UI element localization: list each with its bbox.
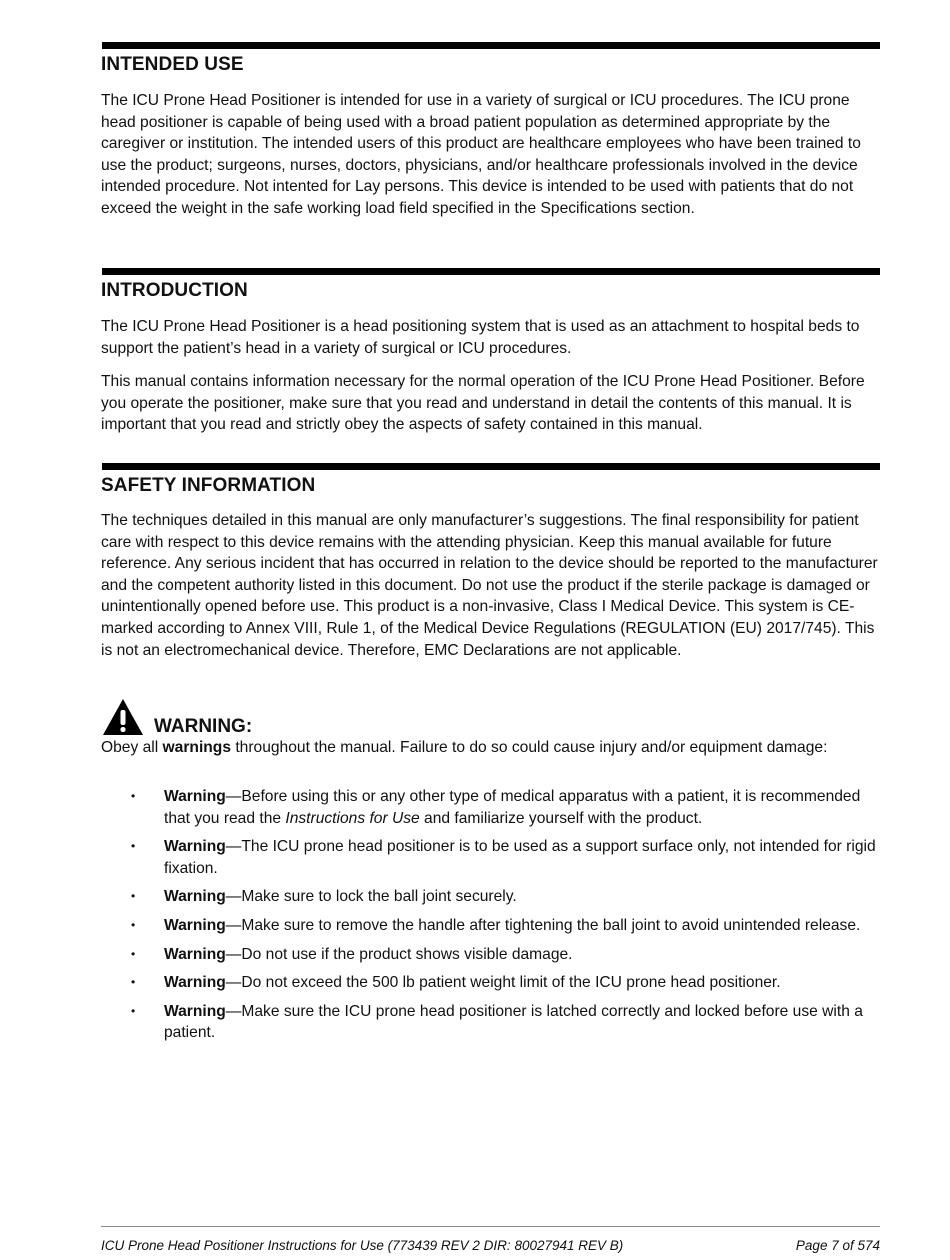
warning-item-label: Warning xyxy=(164,974,226,992)
warning-intro-before: Obey all xyxy=(101,739,163,756)
warning-item-label: Warning xyxy=(164,888,226,906)
warning-item-text: —Make sure the ICU prone head positioner is latched correctly and locked before use with a patient. xyxy=(164,1002,863,1042)
warning-item-label: Warning xyxy=(164,838,226,856)
section-divider-safety xyxy=(102,463,880,470)
warning-item-label: Warning xyxy=(164,1002,226,1020)
footer-divider xyxy=(101,1226,880,1227)
warning-item-label: Warning xyxy=(164,945,226,963)
warning-list-item xyxy=(101,786,881,829)
warning-item-text: —Do not exceed the 500 lb patient weight limit of the ICU prone head positioner. xyxy=(225,974,781,992)
warning-list-item xyxy=(101,1001,881,1044)
warning-list-item xyxy=(101,886,881,908)
bullet-icon: • xyxy=(131,975,136,990)
warning-list-item xyxy=(101,836,881,879)
bullet-icon: • xyxy=(131,789,136,803)
warning-item-text-after: and familiarize yourself with the product. xyxy=(419,809,703,827)
footer-page-number: Page 7 of 574 xyxy=(795,1238,880,1253)
bullet-icon: • xyxy=(131,839,136,854)
warning-item-label: Warning xyxy=(164,788,226,805)
warning-item-text: —The ICU prone head positioner is to be used as a support surface only, not intended for rigid fixation. xyxy=(164,838,876,877)
warning-item-text: —Make sure to remove the handle after tightening the ball joint to avoid unintended release. xyxy=(225,916,861,934)
bullet-icon: • xyxy=(131,889,136,904)
warning-item-text: —Before using this or any other type of medical apparatus with a patient, it is recommended that you read the xyxy=(164,788,861,827)
warning-list-item xyxy=(101,944,881,966)
warning-intro xyxy=(101,737,881,759)
section-title-intended-use: INTENDED USE xyxy=(101,54,244,75)
warning-item-label: Warning xyxy=(164,916,226,934)
introduction-paragraph-1: The ICU Prone Head Positioner is a head positioning system that is used as an attachment to hospital beds to support the patient’s head in a variety of surgical or ICU procedures. xyxy=(101,318,860,357)
warning-intro-bold: warnings xyxy=(162,739,231,756)
bullet-icon: • xyxy=(131,946,136,961)
section-divider-introduction xyxy=(102,268,880,275)
section-title-safety: SAFETY INFORMATION xyxy=(101,475,316,496)
intended-use-paragraph: The ICU Prone Head Positioner is intended for use in a variety of surgical or ICU procedures. The ICU prone head positioner is capable of being used with a broad patient population as determined appropriate by the caregiver or institution. The intended users of this product are healthcare employees who have been trained to use the product; surgeons, nurses, doctors, physicians, and/or healthcare professionals involved in the device intended procedure. Not intented for Lay persons. This device is intended to be used with patients that do not exceed the weight in the safe working load field specified in the Specifications section. xyxy=(101,92,861,217)
warning-triangle-icon xyxy=(102,698,144,736)
warning-item-text: —Do not use if the product shows visible damage. xyxy=(225,945,573,963)
bullet-icon: • xyxy=(131,917,136,932)
warning-heading xyxy=(102,698,252,736)
introduction-paragraph-2: This manual contains information necessary for the normal operation of the ICU Prone Head Positioner. Before you operate the positioner, make sure that you read and understand in detail the contents of this manual. It is important that you read and strictly obey the aspects of safety contained in this manual. xyxy=(101,373,865,434)
section-title-introduction: INTRODUCTION xyxy=(101,280,248,301)
safety-paragraph: The techniques detailed in this manual are only manufacturer’s suggestions. The final responsibility for patient care with respect to this device remains with the attending physician. Keep this manual available for future reference. Any serious incident that has occurred in relation to the device should be reported to the manufacturer and the competent authority listed in this document. Do not use the product if the sterile package is damaged or unintentionally opened before use. This product is a non-invasive, Class I Medical Device. This system is CE-marked according to Annex VIII, Rule 1, of the Medical Device Regulations (REGULATION (EU) 2017/745). This is not an electromechanical device. Therefore, EMC Declarations are not applicable. xyxy=(101,512,878,659)
warning-item-italic: Instructions for Use xyxy=(285,809,420,827)
warning-label: WARNING: xyxy=(154,716,253,737)
section-divider-intended-use xyxy=(102,42,880,49)
warning-list xyxy=(101,786,881,1051)
warning-intro-after: throughout the manual. Failure to do so could cause injury and/or equipment damage: xyxy=(231,739,828,756)
warning-item-text: —Make sure to lock the ball joint securely. xyxy=(225,888,517,906)
warning-list-item xyxy=(101,972,881,994)
footer-document-id: ICU Prone Head Positioner Instructions for Use (773439 REV 2 DIR: 80027941 REV B) xyxy=(101,1238,624,1253)
warning-list-item xyxy=(101,915,881,937)
bullet-icon: • xyxy=(131,1003,136,1018)
